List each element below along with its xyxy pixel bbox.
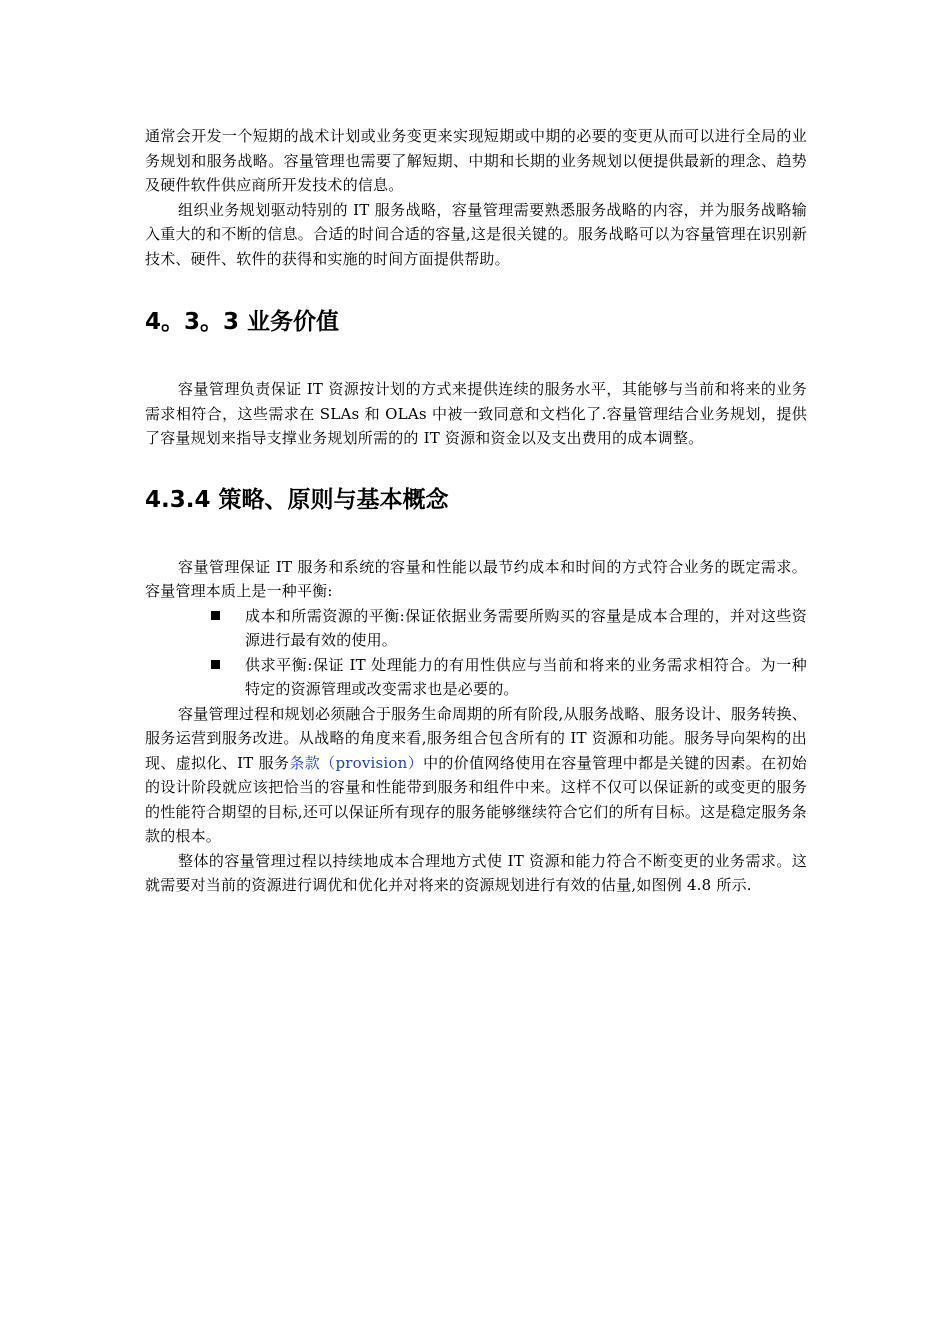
- bullet-text: 成本和所需资源的平衡:保证依据业务需要所购买的容量是成本合理的，并对这些资源进行最有效的使用。: [245, 606, 807, 649]
- bullet-item-cost-resource: [145, 604, 807, 653]
- paragraph-lifecycle: [145, 702, 807, 849]
- bullet-item-supply-demand: [145, 653, 807, 702]
- paragraph-balance-intro: 容量管理保证 IT 服务和系统的容量和性能以最节约成本和时间的方式符合业务的既定需求。容量管理本质上是一种平衡:: [145, 557, 807, 600]
- heading-policies-principles: 4.3.4 策略、原则与基本概念: [145, 486, 449, 513]
- paragraph-business-value: 容量管理负责保证 IT 资源按计划的方式来提供连续的服务水平，其能够与当前和将来的业务需求相符合，这些需求在 SLAs 和 OLAs 中被一致同意和文档化了.容量管理结合业务规划，提供了容量规划来指导支撑业务规划所需的的 IT 资源和资金以及支出费用的成本调整。: [145, 380, 807, 447]
- heading-business-value: 4。3。3 业务价值: [145, 309, 340, 335]
- bullet-text: 供求平衡:保证 IT 处理能力的有用性供应与当前和将来的业务需求相符合。为一种特定的资源管理或改变需求也是必要的。: [245, 655, 807, 698]
- paragraph-overall-process: 整体的容量管理过程以持续地成本合理地方式使 IT 资源和能力符合不断变更的业务需求。这就需要对当前的资源进行调优和优化并对将来的资源规划进行有效的估量,如图例 4.8 所示.: [145, 851, 807, 894]
- square-bullet-icon: [211, 611, 220, 620]
- square-bullet-icon: [211, 660, 220, 669]
- paragraph-short-term-plan: 通常会开发一个短期的战术计划或业务变更来实现短期或中期的必要的变更从而可以进行全局的业务规划和服务战略。容量管理也需要了解短期、中期和长期的业务规划以便提供最新的理念、趋势及硬件软件供应商所开发技术的信息。: [145, 127, 807, 194]
- text-segment: 容量管理过程和规划必须融合于服务生命周期的所有阶段,从服务战略、服务设计、服务转换、服务运营到服务改进。从战略的角度来看,服务组合包含所有的 IT 资源和功能。服务导向架构的出现、虚拟化、IT 服务: [145, 704, 807, 772]
- paragraph-business-planning: 组织业务规划驱动特别的 IT 服务战略，容量管理需要熟悉服务战略的内容，并为服务战略输入重大的和不断的信息。合适的时间合适的容量,这是很关键的。服务战略可以为容量管理在识别新技术、硬件、软件的获得和实施的时间方面提供帮助。: [145, 200, 807, 268]
- text-segment: 中的价值网络使用在容量管理中都是关键的因素。在初始的设计阶段就应该把恰当的容量和性能带到服务和组件中来。这样不仅可以保证新的或变更的服务的性能符合期望的目标,还可以保证所有现存的服务能够继续符合它们的所有目标。这是稳定服务条款的根本。: [145, 753, 807, 845]
- document-content: [145, 124, 807, 898]
- balance-bullet-list: [145, 604, 807, 702]
- provision-link[interactable]: 条款（provision）: [289, 753, 424, 772]
